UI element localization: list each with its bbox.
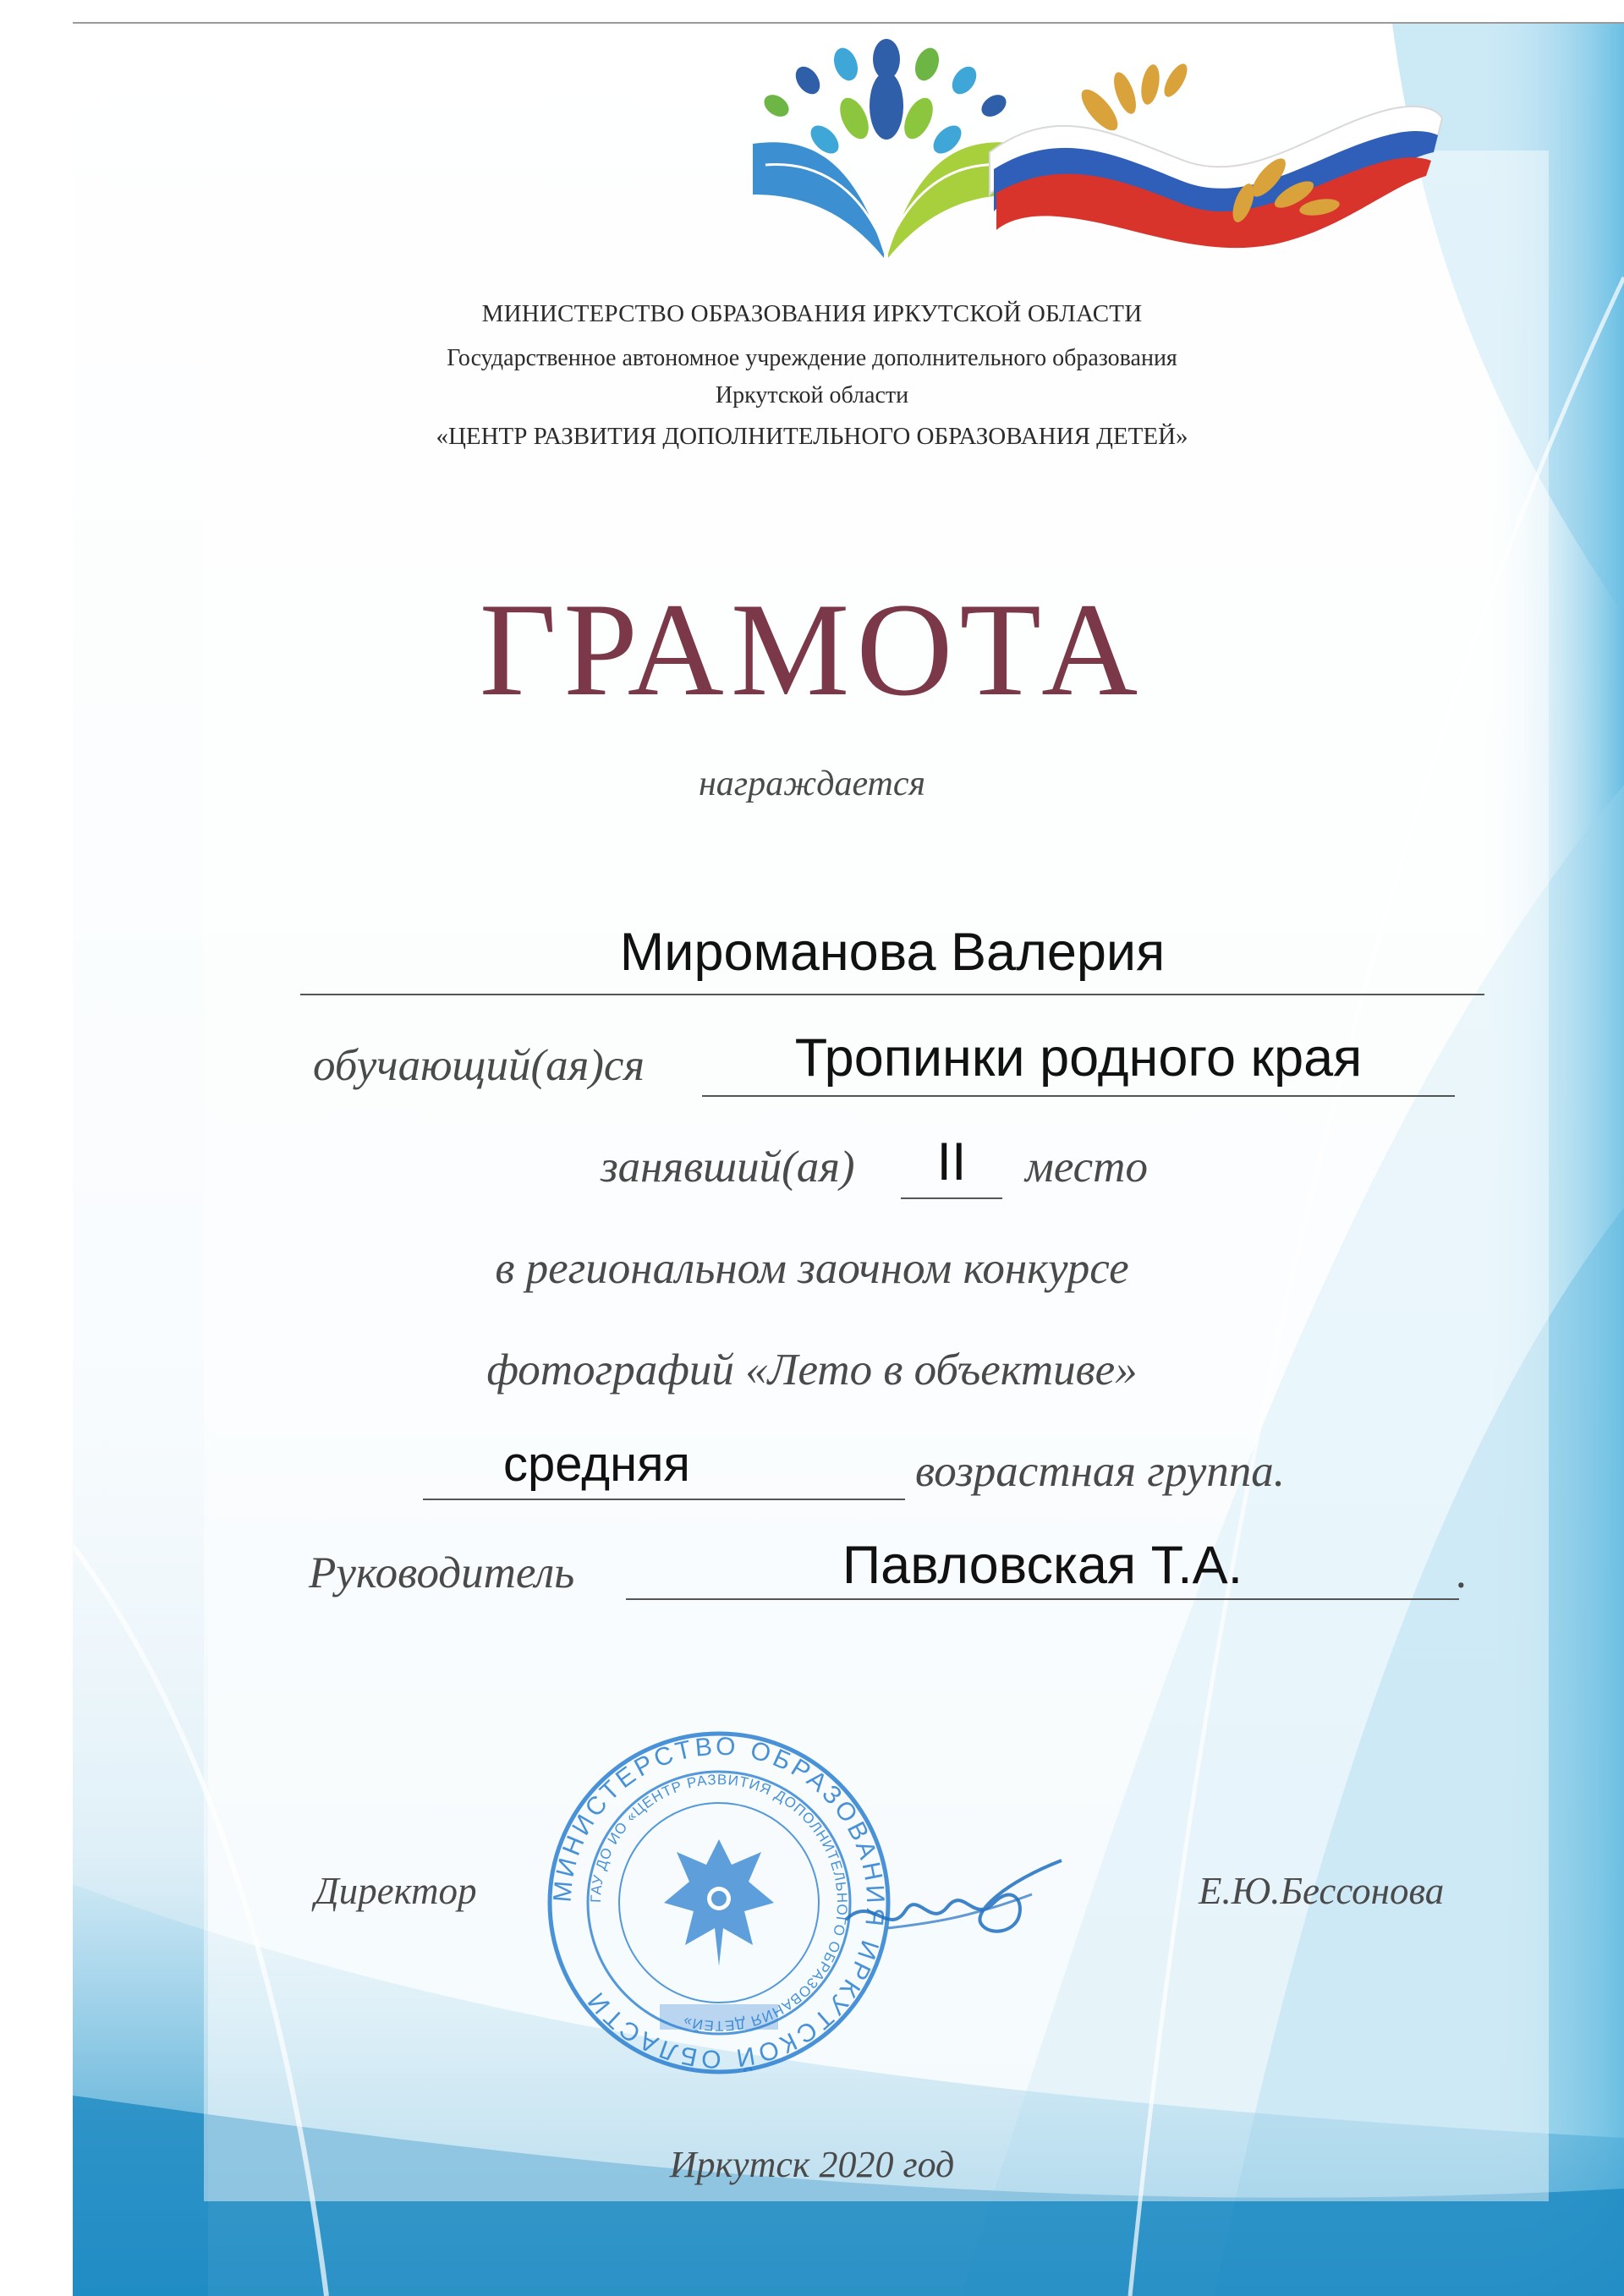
recipient-name: Мироманова Валерия [619, 923, 1166, 982]
supervisor-underline [626, 1598, 1459, 1600]
stamp-outer-text: МИНИСТЕРСТВО ОБРАЗОВАНИЯ ИРКУТСКОЙ ОБЛАСТИ [548, 1732, 890, 2074]
supervisor-label: Руководитель [309, 1548, 575, 1597]
logo-book-flag-icon [0, 0, 1624, 279]
ministry-heading: МИНИСТЕРСТВО ОБРАЗОВАНИЯ ИРКУТСКОЙ ОБЛАСТИ [481, 300, 1143, 327]
director-signature [837, 1844, 1074, 1962]
place-underline [901, 1197, 1002, 1199]
footer-city-year: Иркутск 2020 год [669, 2144, 955, 2185]
student-label: обучающий(ая)ся [313, 1041, 645, 1090]
certificate-title: ГРАМОТА [479, 576, 1145, 724]
association-underline [702, 1095, 1455, 1097]
contest-line-2: фотографий «Лето в объективе» [486, 1345, 1138, 1395]
age-group-underline [423, 1499, 905, 1500]
stamp-inner-text: ГАУ ДО ИО «ЦЕНТР РАЗВИТИЯ ДОПОЛНИТЕЛЬНОГО ОБРАЗОВАНИЯ ДЕТЕЙ» [587, 1771, 851, 2035]
supervisor-end: . [1457, 1548, 1468, 1597]
institution-line-1: Государственное автономное учреждение дополнительного образования [447, 345, 1177, 371]
place-suffix: место [1025, 1143, 1148, 1192]
awarded-label: награждается [698, 764, 926, 803]
age-group-suffix: возрастная группа. [915, 1447, 1286, 1496]
place-value: II [936, 1132, 967, 1192]
association-name: Тропинки родного края [794, 1028, 1363, 1088]
director-name: Е.Ю.Бессонова [1199, 1870, 1445, 1912]
supervisor-name: Павловская Т.А. [842, 1536, 1243, 1595]
recipient-underline [300, 994, 1484, 995]
contest-line-1: в региональном заочном конкурсе [495, 1244, 1129, 1293]
place-label: занявший(ая) [601, 1143, 855, 1192]
institution-line-3: «ЦЕНТР РАЗВИТИЯ ДОПОЛНИТЕЛЬНОГО ОБРАЗОВАНИЯ ДЕТЕЙ» [436, 423, 1188, 450]
director-label: Директор [315, 1870, 477, 1912]
age-group-value: средняя [503, 1437, 690, 1492]
institution-line-2: Иркутской области [715, 382, 909, 408]
